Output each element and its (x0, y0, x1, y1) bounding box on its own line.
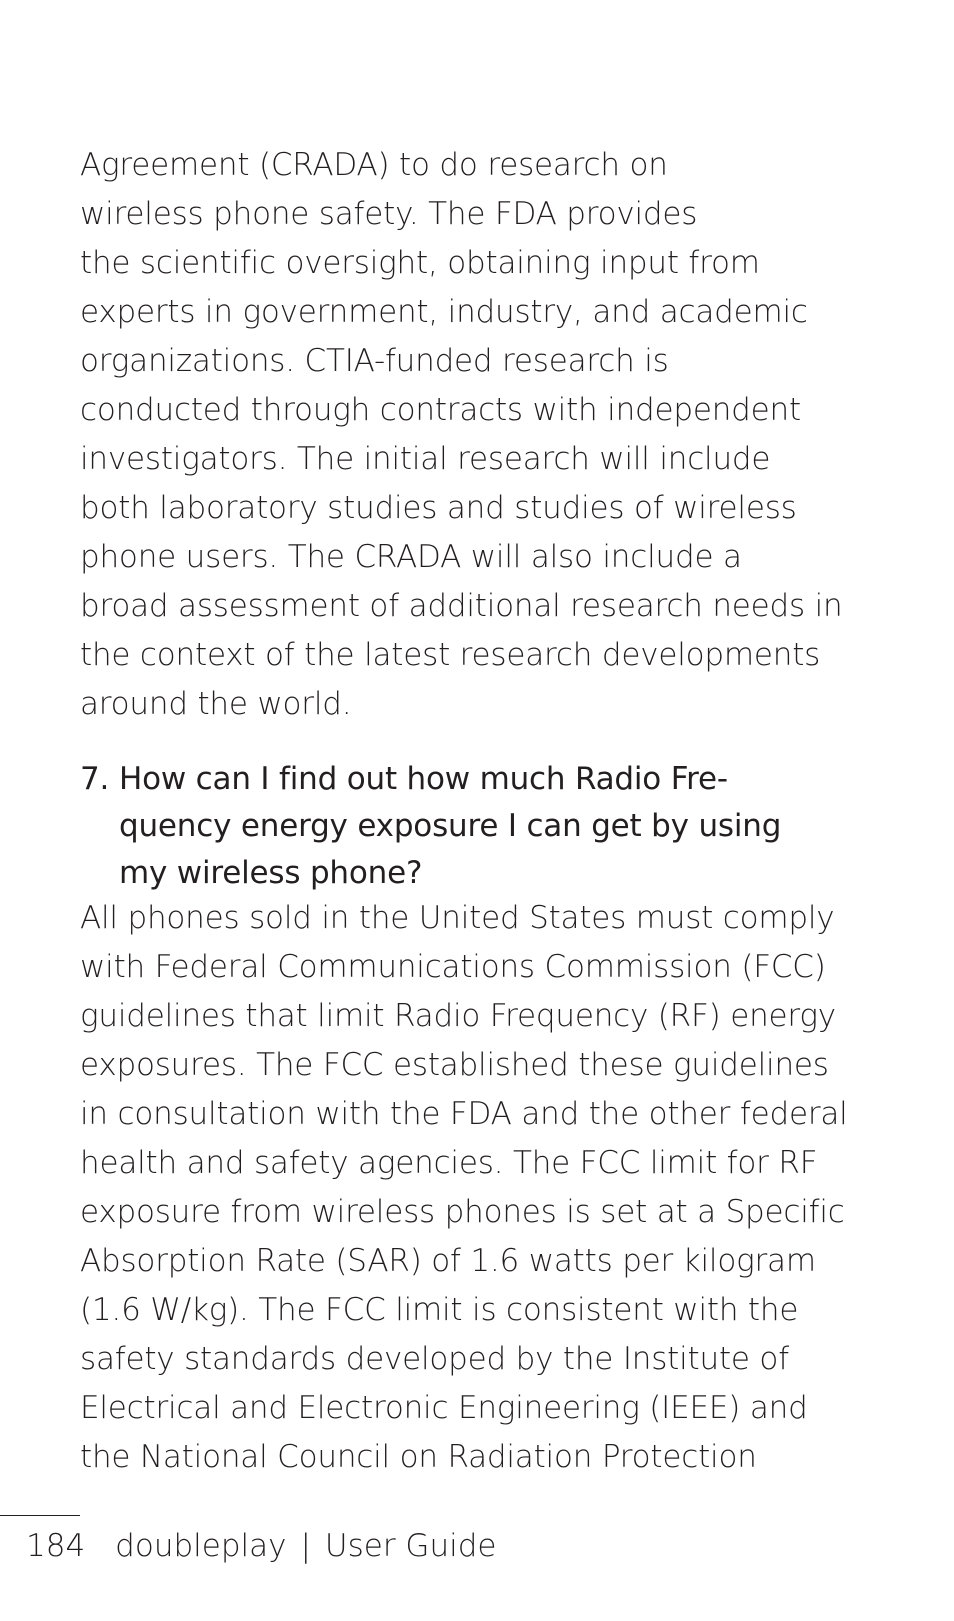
page-footer (26, 1524, 496, 1568)
text-line: Agreement (CRADA) to do research on (80, 147, 668, 183)
text-line: wireless phone safety. The FDA provides (80, 196, 698, 232)
text-line: both laboratory studies and studies of wireless (80, 490, 797, 526)
text-line: with Federal Communications Commission (FCC) (80, 949, 826, 985)
text-line: safety standards developed by the Institute of (80, 1341, 789, 1377)
text-line: experts in government, industry, and academic (80, 294, 808, 330)
text-line: in consultation with the FDA and the other federal (80, 1096, 848, 1132)
text-line: Electrical and Electronic Engineering (IEEE) and (80, 1390, 808, 1426)
text-line: the scientific oversight, obtaining input from (80, 245, 760, 281)
footer-separator: | (300, 1528, 311, 1564)
text-line: phone users. The CRADA will also include a (80, 539, 742, 575)
question-line: How can I find out how much Radio Fre- (119, 761, 728, 797)
text-line: Absorption Rate (SAR) of 1.6 watts per kilogram (80, 1243, 816, 1279)
question-line: my wireless phone? (119, 855, 423, 891)
text-line: health and safety agencies. The FCC limit for RF (80, 1145, 818, 1181)
text-line: exposures. The FCC established these guidelines (80, 1047, 829, 1083)
text-line: around the world. (80, 686, 352, 722)
guide-title: User Guide (324, 1528, 497, 1564)
question-line: quency energy exposure I can get by using (119, 808, 782, 844)
question-text (119, 756, 781, 897)
text-line: guidelines that limit Radio Frequency (RF) energy (80, 998, 836, 1034)
text-line: (1.6 W/kg). The FCC limit is consistent with the (80, 1292, 799, 1328)
text-line: the National Council on Radiation Protection (80, 1439, 757, 1475)
footer-rule (0, 1515, 80, 1516)
text-line: conducted through contracts with independent (80, 392, 801, 428)
text-line: exposure from wireless phones is set at a Specific (80, 1194, 845, 1230)
paragraph-fcc (80, 894, 880, 1482)
text-line: the context of the latest research developments (80, 637, 821, 673)
question-number: 7. (80, 761, 110, 797)
text-line: investigators. The initial research will include (80, 441, 771, 477)
text-line: broad assessment of additional research needs in (80, 588, 843, 624)
text-line: organizations. CTIA-funded research is (80, 343, 669, 379)
text-line: All phones sold in the United States must comply (80, 900, 835, 936)
product-name: doubleplay (115, 1528, 287, 1564)
paragraph-crada (80, 141, 880, 729)
page-number: 184 (26, 1528, 86, 1564)
